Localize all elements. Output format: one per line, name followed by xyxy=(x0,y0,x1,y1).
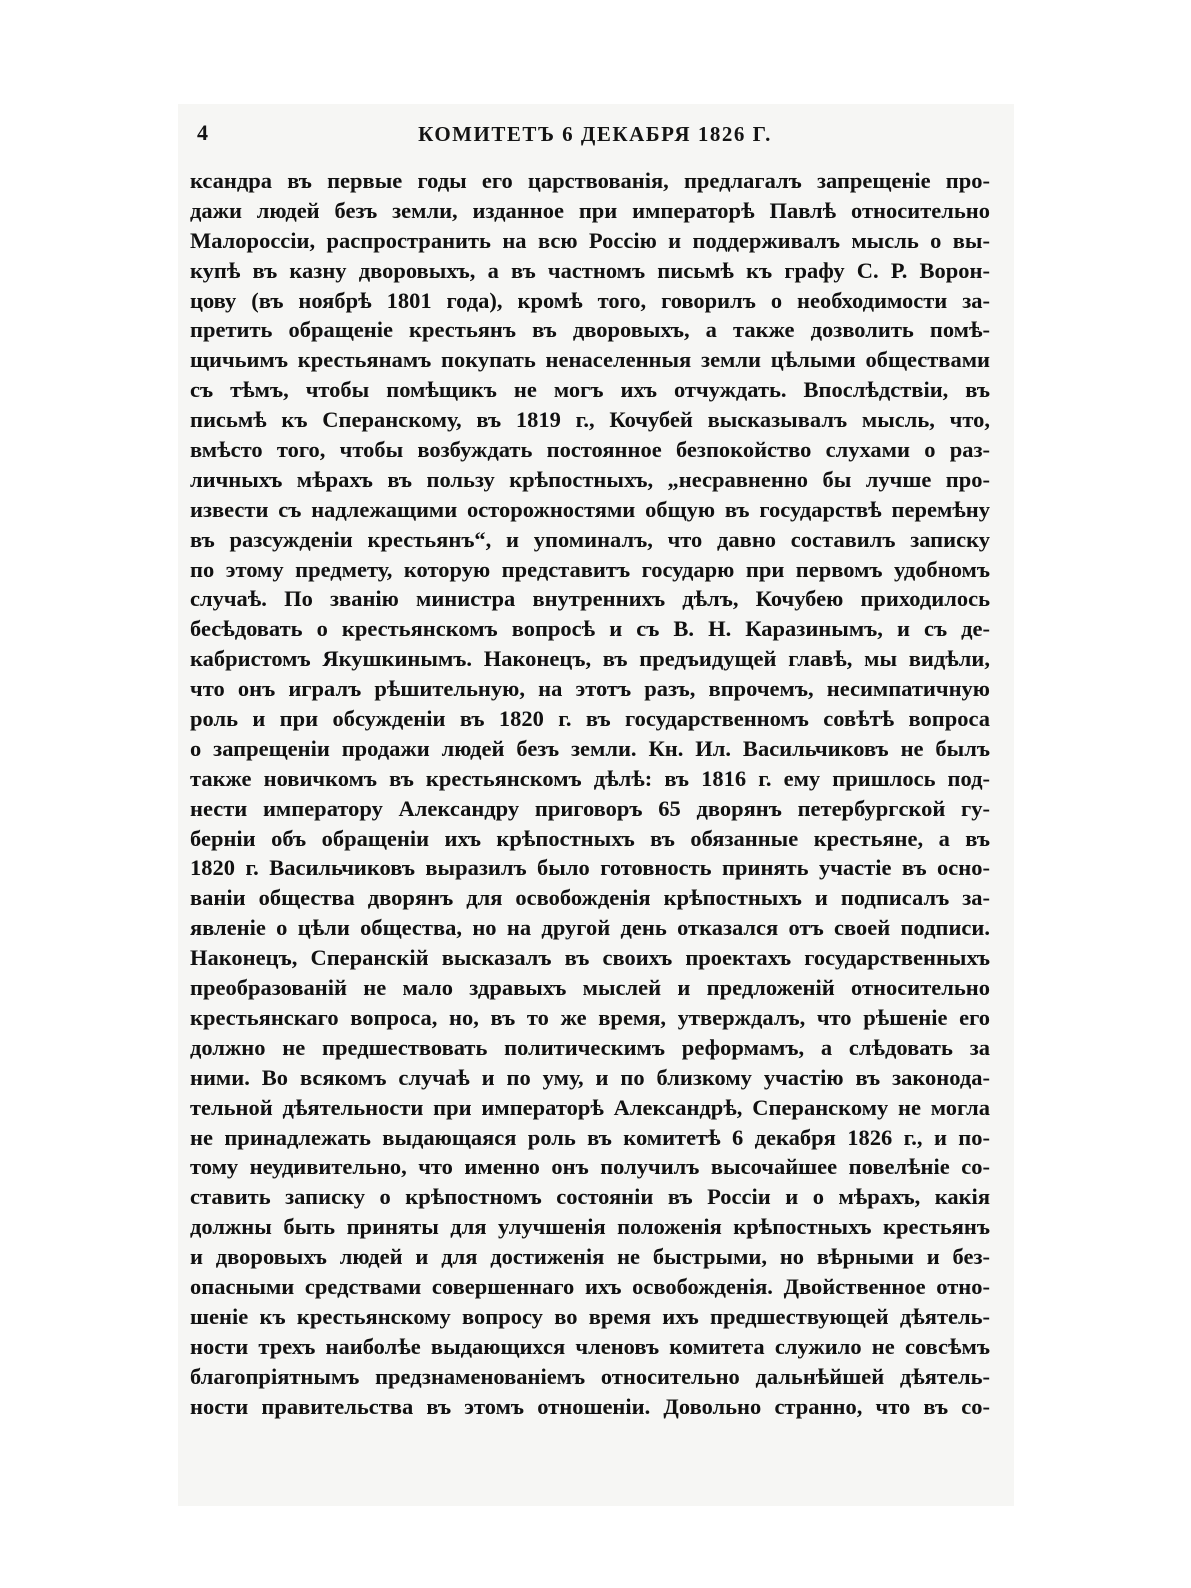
text-line: тому неудивительно, что именно онъ получилъ высочайшее повелѣніе со- xyxy=(190,1154,990,1180)
text-line: тельной дѣятельности при императорѣ Александрѣ, Сперанскому не могла xyxy=(190,1094,990,1120)
running-title: КОМИТЕТЪ 6 ДЕКАБРЯ 1826 Г. xyxy=(418,122,772,146)
text-line: должны быть приняты для улучшенія положенія крѣпостныхъ крестьянъ xyxy=(190,1214,990,1240)
text-line: явленіе о цѣли общества, но на другой день отказался отъ своей подписи. xyxy=(190,915,990,941)
page-number: 4 xyxy=(197,120,208,145)
text-line: крестьянскаго вопроса, но, въ то же время, утверждалъ, что рѣшеніе его xyxy=(190,1004,990,1030)
text-line: по этому предмету, которую представитъ государю при первомъ удобномъ xyxy=(190,556,990,582)
text-line: шеніе къ крестьянскому вопросу во время ихъ предшествующей дѣятель- xyxy=(190,1303,990,1329)
text-line: преобразованій не мало здравыхъ мыслей и предложеній относительно xyxy=(190,975,990,1001)
text-line: въ разсужденіи крестьянъ“, и упоминалъ, что давно составилъ записку xyxy=(190,526,990,552)
text-line: ставить записку о крѣпостномъ состояніи въ Россіи и о мѣрахъ, какія xyxy=(190,1184,990,1210)
text-line: письмѣ къ Сперанскому, въ 1819 г., Кочубей высказывалъ мысль, что, xyxy=(190,407,990,433)
text-line: кабристомъ Якушкинымъ. Наконецъ, въ предъидущей главѣ, мы видѣли, xyxy=(190,646,990,672)
text-line: что онъ игралъ рѣшительную, на этотъ разъ, впрочемъ, несимпатичную xyxy=(190,676,990,702)
text-line: Наконецъ, Сперанскій высказалъ въ своихъ проектахъ государственныхъ xyxy=(190,945,990,971)
text-line: щичьимъ крестьянамъ покупать ненаселенныя земли цѣлыми обществами xyxy=(190,347,990,373)
text-line: Малороссіи, распространить на всю Россію и поддерживалъ мысль о вы- xyxy=(190,227,990,253)
text-line: случаѣ. По званію министра внутреннихъ дѣлъ, Кочубею приходилось xyxy=(190,586,990,612)
text-line: не принадлежать выдающаяся роль въ комитетѣ 6 декабря 1826 г., и по- xyxy=(190,1124,990,1150)
text-line: ксандра въ первые годы его царствованія, предлагалъ запрещеніе про- xyxy=(190,168,990,193)
text-line: ваніи общества дворянъ для освобожденія крѣпостныхъ и подписалъ за- xyxy=(190,885,990,911)
text-line: цову (въ ноябрѣ 1801 года), кромѣ того, говорилъ о необходимости за- xyxy=(190,287,990,313)
text-line: нести императору Александру приговоръ 65 дворянъ петербургской гу- xyxy=(190,795,990,821)
text-line: ними. Во всякомъ случаѣ и по уму, и по близкому участію въ законода- xyxy=(190,1064,990,1090)
text-line: берніи объ обращеніи ихъ крѣпостныхъ въ обязанные крестьяне, а въ xyxy=(190,825,990,851)
page-header xyxy=(195,120,995,150)
text-line: вмѣсто того, чтобы возбуждать постоянное безпокойство слухами о раз- xyxy=(190,437,990,463)
body-text xyxy=(190,166,990,1421)
text-line: бесѣдовать о крестьянскомъ вопросѣ и съ В. Н. Каразинымъ, и съ де- xyxy=(190,616,990,642)
text-line: благопріятнымъ предзнаменованіемъ относительно дальнѣйшей дѣятель- xyxy=(190,1363,990,1389)
text-line: претить обращеніе крестьянъ въ дворовыхъ, а также дозволить помѣ- xyxy=(190,317,990,343)
text-line: ности правительства въ этомъ отношеніи. Довольно странно, что въ со- xyxy=(190,1393,990,1419)
text-line: 1820 г. Васильчиковъ выразилъ было готовность принять участіе въ осно- xyxy=(190,855,990,881)
text-line: извести съ надлежащими осторожностями общую въ государствѣ перемѣну xyxy=(190,496,990,522)
text-line: дажи людей безъ земли, изданное при императорѣ Павлѣ относительно xyxy=(190,197,990,223)
text-line: опасными средствами совершеннаго ихъ освобожденія. Двойственное отно- xyxy=(190,1273,990,1299)
text-line: роль и при обсужденіи въ 1820 г. въ государственномъ совѣтѣ вопроса xyxy=(190,706,990,732)
text-line: купѣ въ казну дворовыхъ, а въ частномъ письмѣ къ графу С. Р. Ворон- xyxy=(190,257,990,283)
text-line: также новичкомъ въ крестьянскомъ дѣлѣ: въ 1816 г. ему пришлось под- xyxy=(190,765,990,791)
text-line: ности трехъ наиболѣе выдающихся членовъ комитета служило не совсѣмъ xyxy=(190,1333,990,1359)
text-line: съ тѣмъ, чтобы помѣщикъ не могъ ихъ отчуждать. Впослѣдствіи, въ xyxy=(190,377,990,403)
text-line: личныхъ мѣрахъ въ пользу крѣпостныхъ, „несравненно бы лучше про- xyxy=(190,466,990,492)
text-line: должно не предшествовать политическимъ реформамъ, а слѣдовать за xyxy=(190,1034,990,1060)
text-line: и дворовыхъ людей и для достиженія не быстрыми, но вѣрными и без- xyxy=(190,1244,990,1270)
text-line: о запрещеніи продажи людей безъ земли. Кн. Ил. Васильчиковъ не былъ xyxy=(190,735,990,761)
